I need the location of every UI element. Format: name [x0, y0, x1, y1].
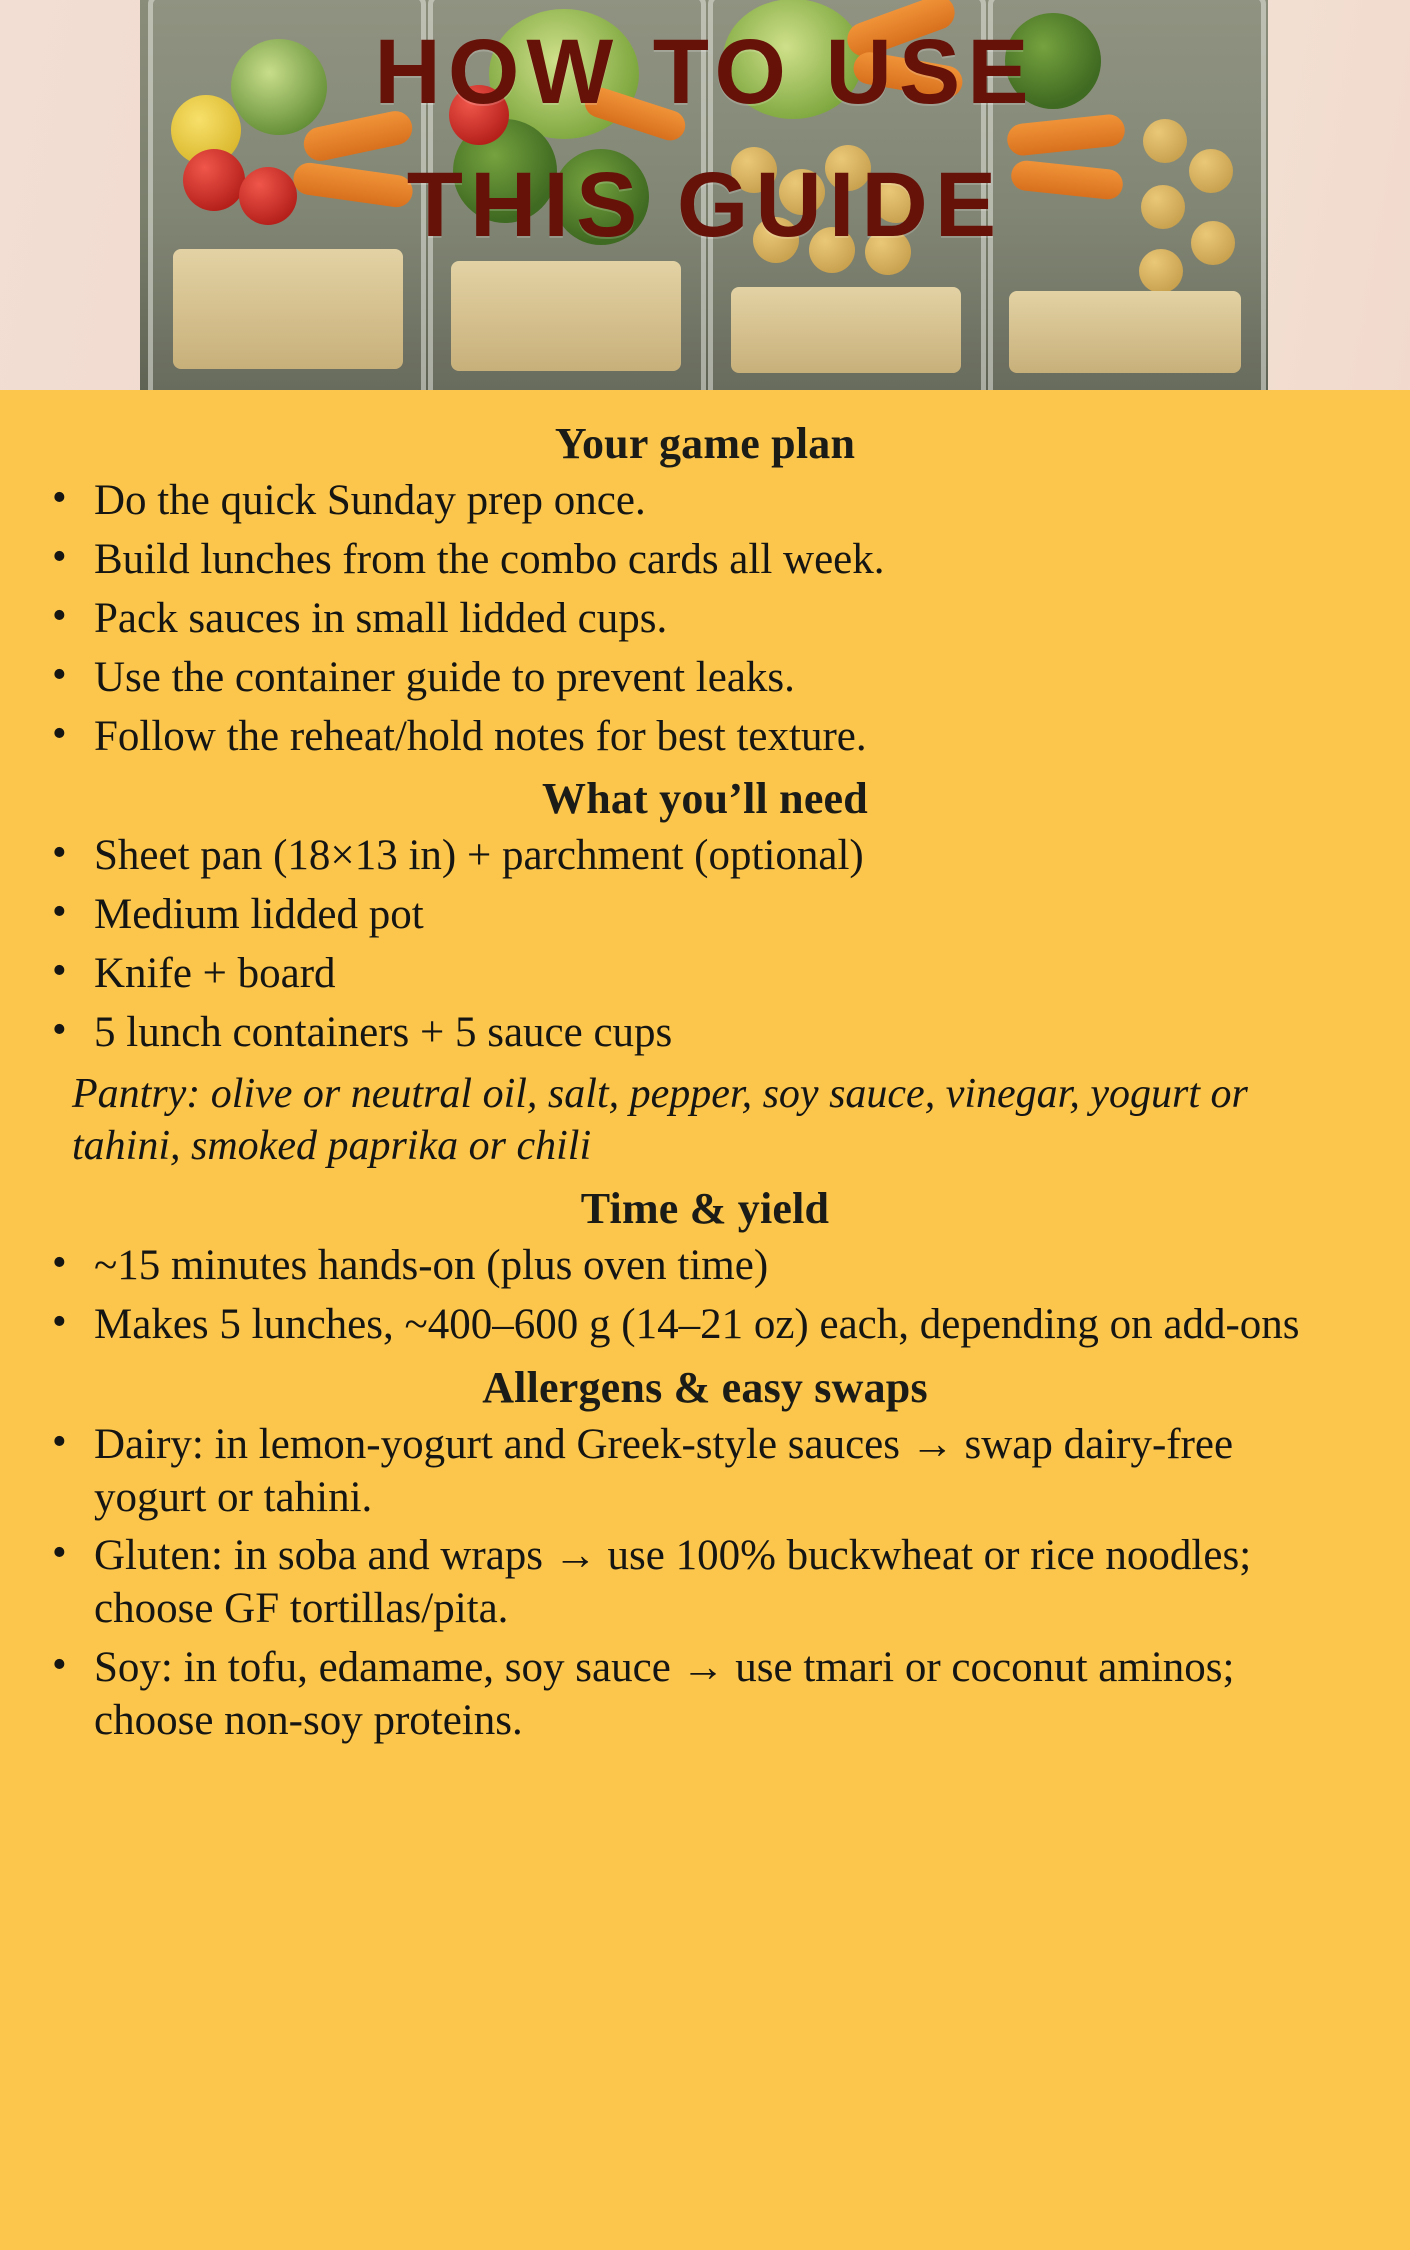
list-item: • Medium lidded pot: [0, 889, 1410, 942]
section-list: [0, 1240, 1410, 1352]
list-item: • Sheet pan (18×13 in) + parchment (optional): [0, 830, 1410, 883]
list-item: • Pack sauces in small lidded cups.: [0, 593, 1410, 646]
list-item: • Makes 5 lunches, ~400–600 g (14–21 oz) each, depending on add-ons: [0, 1299, 1410, 1352]
list-item: • Do the quick Sunday prep once.: [0, 475, 1410, 528]
list-item: • Knife + board: [0, 948, 1410, 1001]
section-time-yield: [0, 1183, 1410, 1352]
page-title: [0, 0, 1410, 273]
list-item: • Gluten: in soba and wraps → use 100% buckwheat or rice noodles; choose GF tortillas/pita.: [0, 1530, 1410, 1636]
section-what-you-need: [0, 773, 1410, 1173]
page-title-line-1: HOW TO USE: [374, 21, 1036, 123]
hero-banner: [0, 0, 1410, 390]
section-list: [0, 1419, 1410, 1748]
section-heading: Time & yield: [580, 1183, 830, 1233]
section-list: [0, 475, 1410, 763]
section-heading: Your game plan: [554, 419, 856, 468]
list-item: • Use the container guide to prevent leaks.: [0, 652, 1410, 705]
page-title-line-2: THIS GUIDE: [406, 154, 1004, 257]
section-heading: What you’ll need: [542, 774, 868, 824]
list-item: • Soy: in tofu, edamame, soy sauce → use tmari or coconut aminos; choose non-soy proteins.: [0, 1642, 1410, 1748]
section-heading: Allergens & easy swaps: [482, 1362, 928, 1412]
list-item: • 5 lunch containers + 5 sauce cups: [0, 1007, 1410, 1060]
list-item: • Dairy: in lemon-yogurt and Greek-style sauces → swap dairy-free yogurt or tahini.: [0, 1419, 1410, 1525]
list-item: • Follow the reheat/hold notes for best texture.: [0, 711, 1410, 764]
guide-content: [0, 390, 1410, 1748]
list-item: • ~15 minutes hands-on (plus oven time): [0, 1240, 1410, 1293]
list-item: • Build lunches from the combo cards all week.: [0, 534, 1410, 587]
section-game-plan: [0, 418, 1410, 763]
section-list: [0, 830, 1410, 1060]
section-allergens-swaps: [0, 1362, 1410, 1748]
pantry-note: Pantry: olive or neutral oil, salt, pepper, soy sauce, vinegar, yogurt or tahini, smoked paprika or chili: [72, 1070, 1248, 1170]
